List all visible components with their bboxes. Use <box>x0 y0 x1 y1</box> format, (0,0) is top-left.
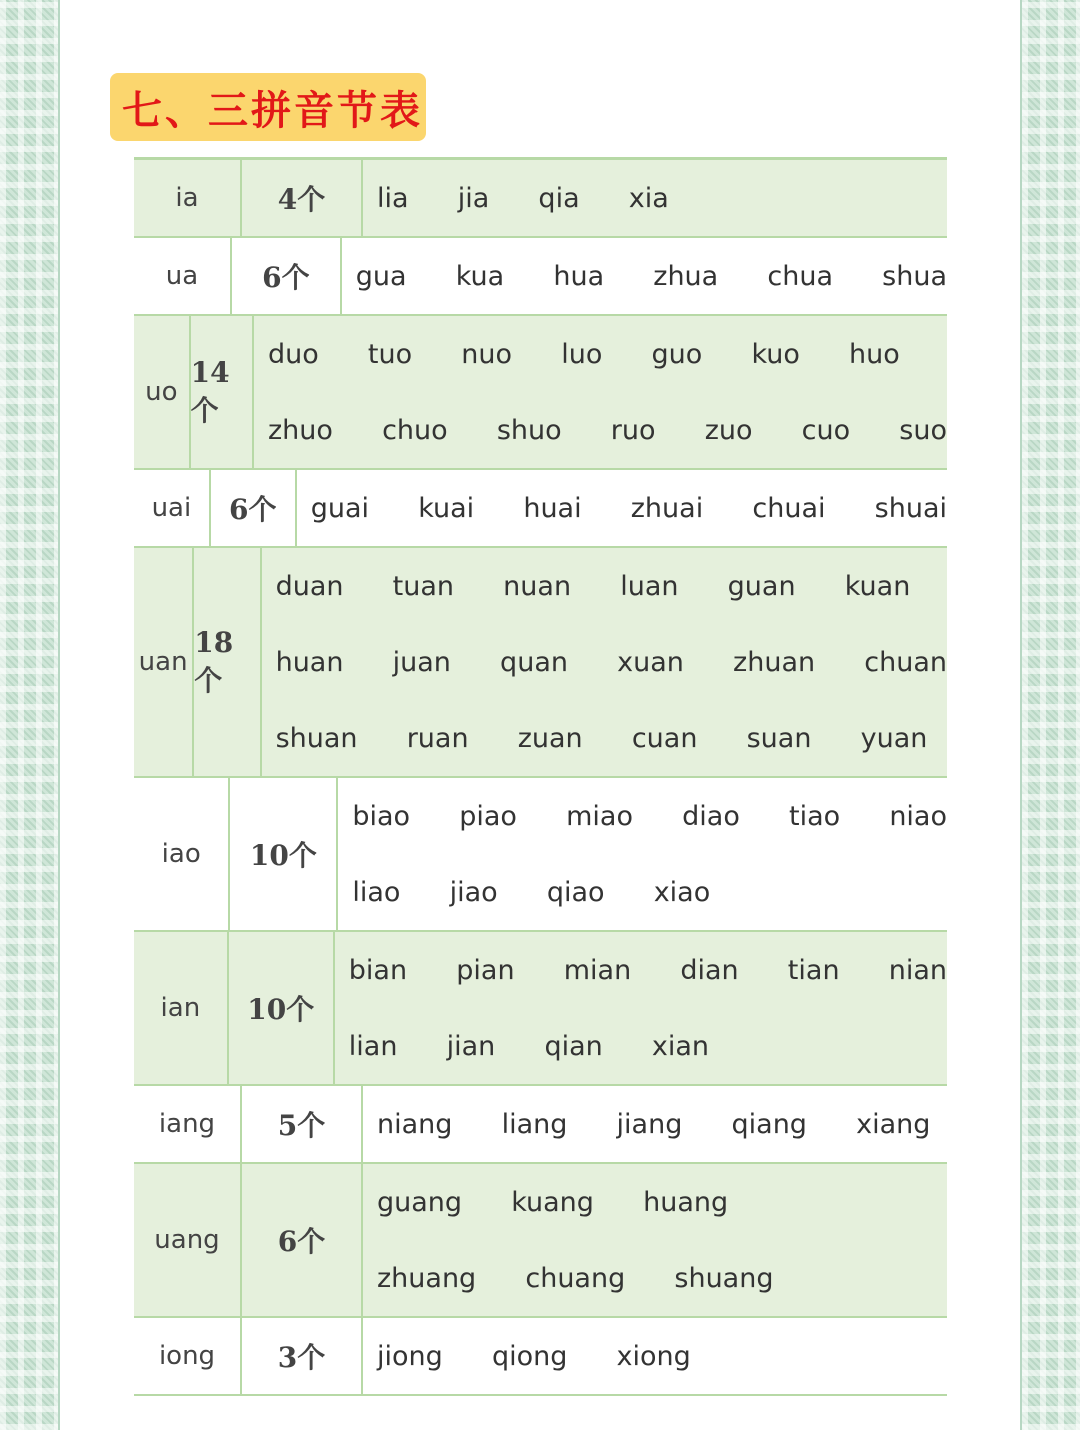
syllable-line: niang liang jiang qiang xiang <box>377 1108 931 1140</box>
count-cell: 6个 <box>211 470 297 546</box>
syllable-line: huan juan quan xuan zhuan chuan <box>275 646 947 678</box>
page-title: 七、三拼音节表 <box>122 86 423 134</box>
final-cell: uan <box>134 548 194 776</box>
final-cell: uo <box>134 316 191 468</box>
table-row <box>134 470 947 548</box>
final-cell: ian <box>134 932 229 1084</box>
final-cell: uang <box>134 1164 242 1316</box>
syllable-table <box>134 157 947 1396</box>
syllable-line: zhuang chuang shuang <box>377 1262 774 1294</box>
syllable-line: jiong qiong xiong <box>377 1340 691 1372</box>
count-cell: 6个 <box>242 1164 363 1316</box>
syllable-line: guang kuang huang <box>377 1186 729 1218</box>
syllables-cell <box>363 1164 947 1316</box>
final-cell: ua <box>134 238 232 314</box>
count-cell: 4个 <box>242 160 363 236</box>
count-cell: 10个 <box>229 932 335 1084</box>
table-row <box>134 932 947 1086</box>
table-row <box>134 778 947 932</box>
syllable-line: liao jiao qiao xiao <box>352 876 711 908</box>
final-cell: iong <box>134 1318 242 1394</box>
final-cell: uai <box>134 470 211 546</box>
syllable-line: duo tuo nuo luo guo kuo huo <box>267 338 900 370</box>
syllable-line: duan tuan nuan luan guan kuan <box>275 570 911 602</box>
table-row <box>134 160 947 238</box>
syllables-cell <box>297 470 947 546</box>
final-cell: iang <box>134 1086 242 1162</box>
final-cell: ia <box>134 160 242 236</box>
count-cell: 5个 <box>242 1086 363 1162</box>
syllable-line: zhuo chuo shuo ruo zuo cuo suo <box>267 414 947 446</box>
syllable-line: lia jia qia xia <box>377 182 669 214</box>
syllable-line: guai kuai huai zhuai chuai shuai <box>310 492 947 524</box>
table-row <box>134 1318 947 1396</box>
table-row <box>134 1164 947 1318</box>
syllables-cell <box>338 778 947 930</box>
syllables-cell <box>262 548 947 776</box>
table-row <box>134 238 947 316</box>
syllable-line: lian jian qian xian <box>348 1030 710 1062</box>
left-plaid-border <box>0 0 60 1430</box>
syllables-cell <box>254 316 947 468</box>
right-plaid-border <box>1020 0 1080 1430</box>
title-banner <box>110 73 426 141</box>
syllables-cell <box>363 1086 947 1162</box>
syllable-line: bian pian mian dian tian nian <box>348 954 947 986</box>
syllables-cell <box>342 238 947 314</box>
table-row <box>134 548 947 778</box>
count-cell: 14个 <box>191 316 254 468</box>
syllable-line: biao piao miao diao tiao niao <box>352 800 947 832</box>
syllables-cell <box>363 160 947 236</box>
syllables-cell <box>363 1318 947 1394</box>
table-row <box>134 316 947 470</box>
count-cell: 6个 <box>232 238 342 314</box>
syllables-cell <box>335 932 947 1084</box>
count-cell: 3个 <box>242 1318 363 1394</box>
syllable-line: gua kua hua zhua chua shua <box>355 260 947 292</box>
table-row <box>134 1086 947 1164</box>
count-cell: 10个 <box>230 778 338 930</box>
count-cell: 18个 <box>194 548 261 776</box>
final-cell: iao <box>134 778 230 930</box>
syllable-line: shuan ruan zuan cuan suan yuan <box>275 722 928 754</box>
